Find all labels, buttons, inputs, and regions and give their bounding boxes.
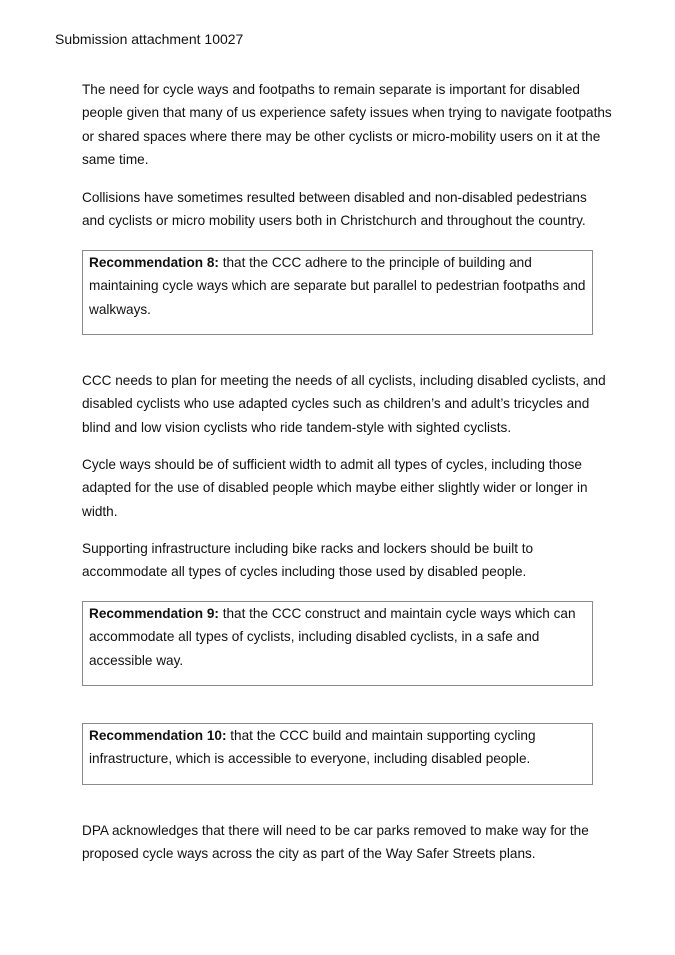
paragraph-cycle-width: Cycle ways should be of sufficient width to admit all types of cycles, including those adapted for the use of disabled people which maybe either slightly wider or longer in width. [82, 457, 588, 519]
recommendation-10-text: that the CCC build and maintain supporting cycling infrastructure, which is accessible to everyone, including disabled people. [89, 728, 536, 767]
recommendation-9-body [89, 602, 586, 672]
recommendation-9-box [82, 601, 593, 686]
recommendation-8-text: that the CCC adhere to the principle of building and maintaining cycle ways which are separate but parallel to pedestrian footpaths and walkways. [89, 255, 586, 317]
recommendation-9-text: that the CCC construct and maintain cycle ways which can accommodate all types of cyclists, including disabled cyclists, in a safe and accessible way. [89, 606, 576, 668]
paragraph-separation-importance: The need for cycle ways and footpaths to remain separate is important for disabled people given that many of us experience safety issues when trying to navigate footpaths or shared spaces where there may be other cyclists or micro-mobility users on it at the same time. [82, 82, 612, 168]
recommendation-8-box [82, 250, 593, 335]
page-header: Submission attachment 10027 [55, 31, 244, 47]
paragraph-collisions: Collisions have sometimes resulted between disabled and non-disabled pedestrians and cyclists or micro mobility users both in Christchurch and throughout the country. [82, 190, 587, 229]
paragraph-car-parks: DPA acknowledges that there will need to be car parks removed to make way for the proposed cycle ways across the city as part of the Way Safer Streets plans. [82, 823, 589, 862]
paragraph-supporting-infrastructure: Supporting infrastructure including bike racks and lockers should be built to accommodate all types of cycles including those used by disabled people. [82, 541, 534, 580]
recommendation-8-title: Recommendation 8: [89, 255, 219, 270]
recommendation-9-title: Recommendation 9: [89, 606, 219, 621]
recommendation-8-body [89, 251, 586, 321]
recommendation-10-box [82, 723, 593, 785]
recommendation-10-title: Recommendation 10: [89, 728, 227, 743]
recommendation-10-body [89, 724, 586, 771]
paragraph-plan-needs: CCC needs to plan for meeting the needs of all cyclists, including disabled cyclists, and disabled cyclists who use adapted cycles such as children’s and adult’s tricycles and blind and low vision cyclists who ride tandem-style with sighted cyclists. [82, 373, 606, 435]
